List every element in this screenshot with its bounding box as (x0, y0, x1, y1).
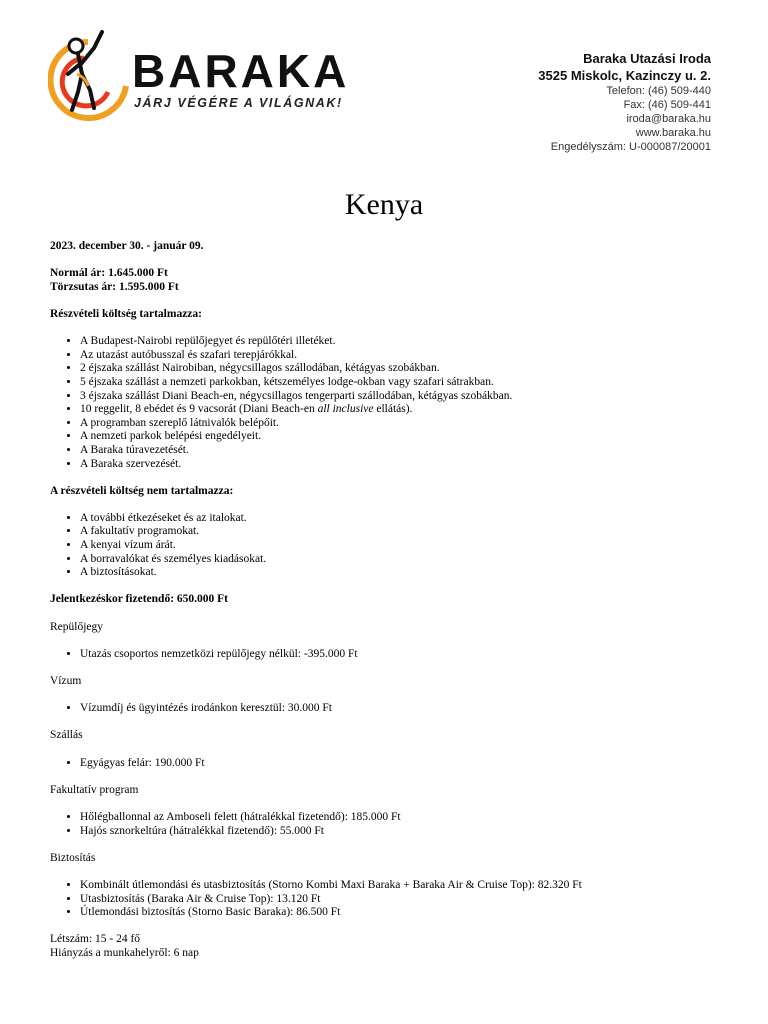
optional-program-list (50, 811, 730, 838)
meals-italic: all inclusive (317, 403, 374, 416)
flight-heading: Repülőjegy (50, 620, 104, 633)
contact-block (538, 50, 711, 154)
list-item: • Vízumdíj és ügyintézés irodánkon keresztül: 30.000 Ft (80, 702, 730, 716)
list-item: • Hőlégballonnal az Amboseli felett (hátralékkal fizetendő): 185.000 Ft (80, 811, 730, 825)
work-absence: Hiányzás a munkahelyről: 6 nap (50, 946, 199, 959)
page-title: Kenya (344, 188, 424, 221)
brand-wordmark: BARAKA (132, 45, 350, 97)
list-item: • A fakultatív programokat. (80, 525, 730, 539)
letterhead (0, 0, 768, 170)
group-size: Létszám: 15 - 24 fő (50, 933, 141, 946)
website: www.baraka.hu (635, 127, 711, 139)
accommodation-list (50, 757, 730, 771)
not-included-heading: A részvételi költség nem tartalmazza: (50, 484, 234, 497)
email-address: iroda@baraka.hu (626, 113, 711, 125)
list-item: • 5 éjszaka szállást a nemzeti parkokban, kétszemélyes lodge-okban vagy szafari sátrakban. (80, 376, 730, 390)
list-item (80, 403, 730, 417)
list-item: • A programban szereplő látnivalók belépőit. (80, 417, 730, 431)
list-item: • Útlemondási biztosítás (Storno Basic Baraka): 86.500 Ft (80, 906, 730, 920)
phone-number: Telefon: (46) 509-440 (606, 85, 711, 97)
list-item: • Utasbiztosítás (Baraka Air & Cruise Top): 13.120 Ft (80, 893, 730, 907)
insurance-list (50, 879, 730, 920)
visa-heading: Vízum (50, 675, 82, 687)
meals-text: 10 reggelit, 8 ebédet és 9 vacsorát (Diani Beach-en (80, 403, 318, 416)
included-list (50, 335, 730, 471)
accommodation-heading: Szállás (50, 729, 83, 742)
list-item: • A Baraka túravezetését. (80, 444, 730, 458)
travel-dates: 2023. december 30. - január 09. (50, 240, 204, 252)
deposit-amount: Jelentkezéskor fizetendő: 650.000 Ft (50, 593, 228, 606)
list-item: • 3 éjszaka szállást Diani Beach-en, négycsillagos tengerparti szállodában, kétágyas szobákban. (80, 390, 730, 404)
insurance-heading: Biztosítás (50, 851, 96, 864)
company-address: 3525 Miskolc, Kazinczy u. 2. (538, 68, 711, 83)
list-item: • A Budapest-Nairobi repülőjegyet és repülőtéri illetéket. (80, 335, 730, 349)
list-item: • A kenyai vízum árát. (80, 539, 730, 553)
list-item: • Utazás csoportos nemzetközi repülőjegy nélkül: -395.000 Ft (80, 648, 730, 662)
regular-customer-price: Törzsutas ár: 1.595.000 Ft (50, 280, 179, 293)
fax-number: Fax: (46) 509-441 (623, 99, 711, 111)
not-included-list (50, 512, 730, 580)
flight-list (50, 648, 730, 662)
list-item: • Kombinált útlemondási és utasbiztosítás (Storno Kombi Maxi Baraka + Baraka Air & Cruise Top): 82.320 Ft (80, 879, 730, 893)
list-item: • Hajós sznorkeltúra (hátralékkal fizetendő): 55.000 Ft (80, 825, 730, 839)
list-item: • A nemzeti parkok belépési engedélyeit. (80, 430, 730, 444)
license-number: Engedélyszám: U-000087/20001 (550, 141, 711, 153)
list-item: • A biztosításokat. (80, 566, 730, 580)
included-heading: Részvételi költség tartalmazza: (50, 307, 202, 320)
list-item: • A borravalókat és személyes kiadásokat. (80, 553, 730, 567)
meals-suffix: ellátás). (373, 403, 413, 416)
list-item: • Az utazást autóbusszal és szafari terepjárókkal. (80, 349, 730, 363)
list-item: • A Baraka szervezését. (80, 458, 730, 472)
document-body (50, 240, 730, 974)
optional-program-heading: Fakultatív program (50, 783, 139, 796)
list-item: • A további étkezéseket és az italokat. (80, 512, 730, 526)
dancer-emblem-icon (48, 28, 143, 128)
visa-list (50, 702, 730, 716)
list-item: • Egyágyas felár: 190.000 Ft (80, 757, 730, 771)
brand-slogan: JÁRJ VÉGÉRE A VILÁGNAK! (134, 96, 343, 110)
baraka-logo (48, 28, 368, 128)
company-name: Baraka Utazási Iroda (583, 51, 711, 66)
normal-price: Normál ár: 1.645.000 Ft (50, 267, 168, 280)
list-item: • 2 éjszaka szállást Nairobiban, négycsillagos szállodában, kétágyas szobákban. (80, 362, 730, 376)
